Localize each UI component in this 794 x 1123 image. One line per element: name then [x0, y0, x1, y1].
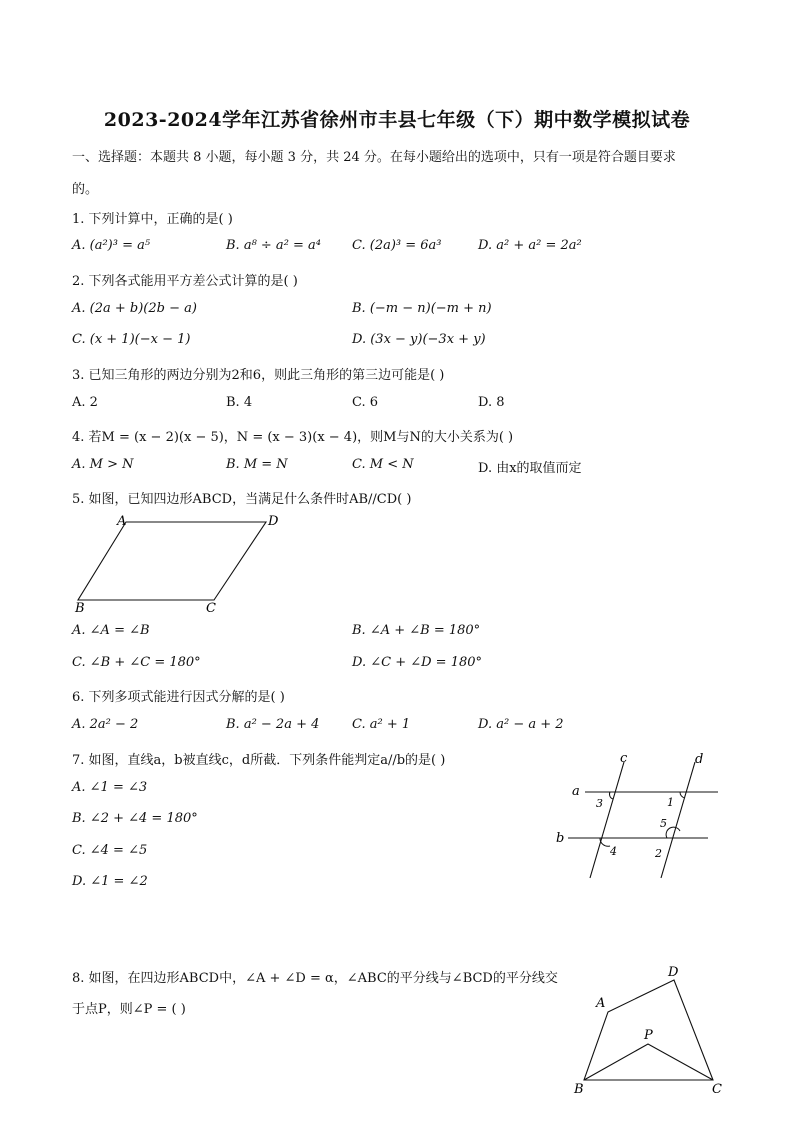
q5-label-b: B — [75, 601, 85, 616]
q8-angle-bisectors — [584, 1044, 713, 1080]
q5-quadrilateral — [78, 522, 266, 600]
question-5-stem: 5. 如图，已知四边形ABCD，当满足什么条件时AB//CD( ) — [72, 492, 412, 507]
q4-option-c: C. M < N — [352, 457, 414, 472]
question-4-stem: 4. 若M = (x − 2)(x − 5)，N = (x − 3)(x − 4)，则M与N的大小关系为( ) — [72, 430, 514, 445]
section-instructions-line2: 的。 — [72, 182, 99, 197]
q3-option-c: C. 6 — [352, 395, 379, 410]
q5-option-b: B. ∠A + ∠B = 180° — [352, 623, 481, 638]
q7-label-b: b — [556, 831, 565, 846]
q7-label-d: d — [695, 752, 704, 767]
q5-option-a: A. ∠A = ∠B — [72, 623, 150, 638]
q5-label-d: D — [268, 514, 279, 529]
q7-label-1: 1 — [667, 796, 674, 809]
q7-line-c — [590, 762, 624, 878]
question-2-stem: 2. 下列各式能用平方差公式计算的是( ) — [72, 274, 298, 289]
q7-option-b: B. ∠2 + ∠4 = 180° — [72, 811, 198, 826]
q2-option-c: C. (x + 1)(−x − 1) — [72, 332, 191, 347]
q7-label-c: c — [620, 751, 628, 766]
q7-label-a: a — [572, 784, 580, 799]
q5-option-c: C. ∠B + ∠C = 180° — [72, 655, 201, 670]
q8-label-p: P — [644, 1028, 653, 1043]
section-instructions-line1: 一、选择题：本题共 8 小题，每小题 3 分，共 24 分。在每小题给出的选项中，只有一项是符合题目要求 — [72, 150, 676, 165]
q8-label-b: B — [574, 1082, 584, 1097]
q8-label-d: D — [668, 965, 679, 980]
q7-label-2: 2 — [655, 847, 662, 860]
question-1-stem: 1. 下列计算中，正确的是( ) — [72, 212, 233, 227]
q2-option-d: D. (3x − y)(−3x + y) — [352, 332, 486, 347]
q4-option-a: A. M > N — [72, 457, 134, 472]
q7-angle-3-arc — [609, 792, 613, 799]
page-title: 2023-2024学年江苏省徐州市丰县七年级（下）期中数学模拟试卷 — [103, 109, 691, 131]
question-6-stem: 6. 下列多项式能进行因式分解的是( ) — [72, 690, 285, 705]
q2-option-a: A. (2a + b)(2b − a) — [72, 301, 197, 316]
q1-option-c: C. (2a)³ = 6a³ — [352, 238, 442, 253]
q6-option-b: B. a² − 2a + 4 — [226, 717, 320, 732]
question-8-stem-line2: 于点P，则∠P = ( ) — [72, 1002, 186, 1017]
q4-option-d: D. 由x的取值而定 — [478, 461, 582, 476]
q1-option-a: A. (a²)³ = a⁵ — [72, 238, 151, 253]
q3-option-b: B. 4 — [226, 395, 253, 410]
q7-label-4: 4 — [610, 845, 617, 858]
q6-option-a: A. 2a² − 2 — [72, 717, 139, 732]
q1-option-d: D. a² + a² = 2a² — [478, 238, 582, 253]
q8-quadrilateral-figure — [566, 960, 736, 1098]
question-3-stem: 3. 已知三角形的两边分别为2和6，则此三角形的第三边可能是( ) — [72, 368, 445, 383]
q7-option-c: C. ∠4 = ∠5 — [72, 843, 148, 858]
q8-label-c: C — [712, 1082, 722, 1097]
q7-option-a: A. ∠1 = ∠3 — [72, 780, 148, 795]
question-8-stem-line1: 8. 如图，在四边形ABCD中，∠A + ∠D = α，∠ABC的平分线与∠BCD的平分线交 — [72, 971, 558, 986]
q5-option-d: D. ∠C + ∠D = 180° — [352, 655, 483, 670]
q3-option-a: A. 2 — [72, 395, 98, 410]
q1-option-b: B. a⁸ ÷ a² = a⁴ — [226, 238, 322, 253]
q6-option-c: C. a² + 1 — [352, 717, 411, 732]
q7-option-d: D. ∠1 = ∠2 — [72, 874, 148, 889]
q8-label-a: A — [596, 996, 606, 1011]
q5-label-a: A — [117, 514, 127, 529]
question-7-stem: 7. 如图，直线a，b被直线c，d所截．下列条件能判定a//b的是( ) — [72, 753, 446, 768]
q4-option-b: B. M = N — [226, 457, 288, 472]
q6-option-d: D. a² − a + 2 — [478, 717, 564, 732]
q3-option-d: D. 8 — [478, 395, 505, 410]
q5-label-c: C — [206, 601, 216, 616]
q7-label-3: 3 — [596, 797, 603, 810]
q7-parallel-lines-figure — [550, 745, 730, 885]
q2-option-b: B. (−m − n)(−m + n) — [352, 301, 492, 316]
q7-label-5: 5 — [660, 817, 667, 830]
q5-parallelogram-figure — [70, 510, 290, 620]
